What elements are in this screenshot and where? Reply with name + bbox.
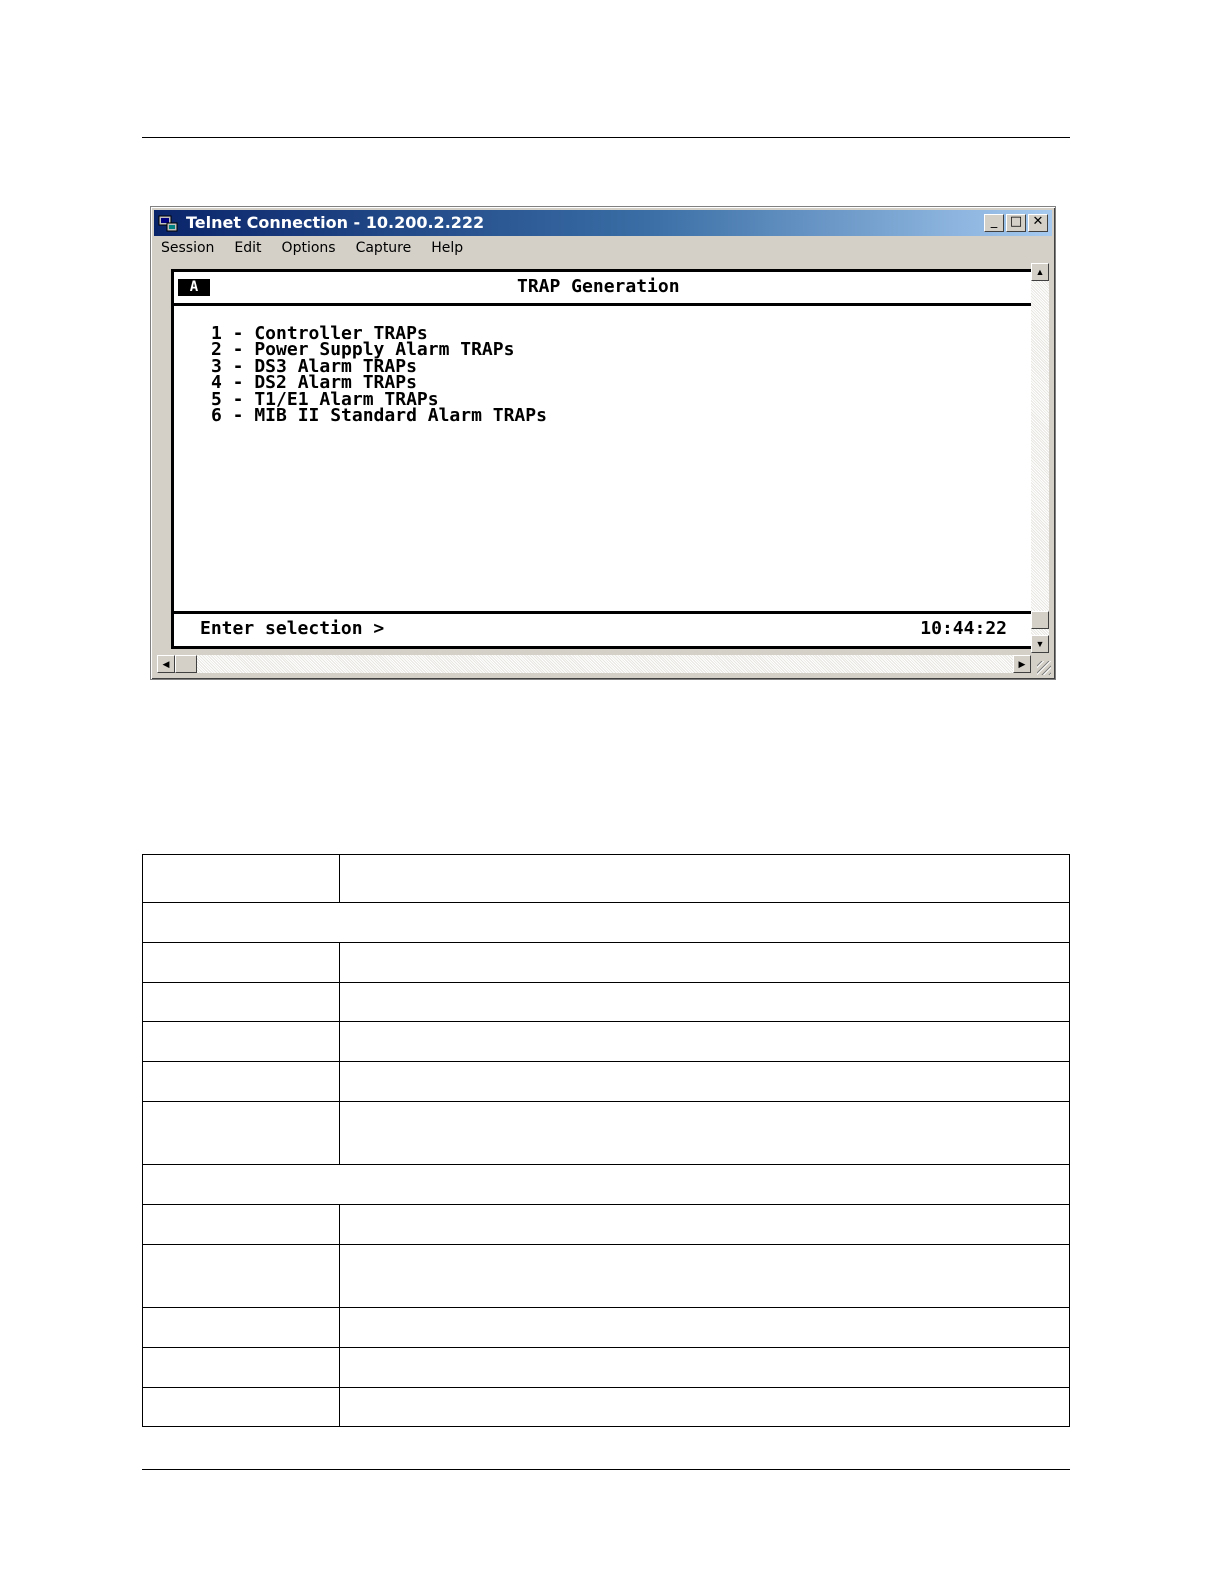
resize-grip-icon[interactable] (1037, 661, 1051, 675)
horizontal-scroll-thumb[interactable] (175, 655, 197, 673)
table-row (143, 1245, 1070, 1308)
table-row (143, 1388, 1070, 1427)
option-controller-traps: 1 - Controller TRAPs (211, 323, 428, 344)
telnet-window (150, 206, 1056, 680)
horizontal-scrollbar[interactable] (157, 655, 1031, 673)
terminal-screen[interactable] (171, 269, 1035, 649)
scroll-down-icon[interactable]: ▼ (1031, 635, 1049, 653)
table-row (143, 1102, 1070, 1165)
close-button[interactable]: ✕ (1028, 214, 1048, 232)
scroll-right-icon[interactable]: ▶ (1013, 655, 1031, 673)
option-t1e1-alarm-traps: 5 - T1/E1 Alarm TRAPs (211, 388, 439, 410)
menu-options[interactable]: Options (281, 240, 336, 256)
menu-capture[interactable]: Capture (355, 240, 412, 256)
scroll-up-icon[interactable]: ▲ (1031, 263, 1049, 281)
clock-time: 10:44:22 (920, 618, 1007, 639)
title-bar[interactable] (154, 210, 1052, 236)
menu-session[interactable]: Session (161, 240, 215, 256)
option-mib-ii-standard-alarm-traps: 6 - MIB II Standard Alarm TRAPs (211, 404, 547, 426)
table-row (143, 983, 1070, 1022)
selection-prompt[interactable]: Enter selection > (200, 618, 385, 639)
vertical-scrollbar[interactable] (1031, 263, 1049, 653)
table-row (143, 1062, 1070, 1102)
scroll-left-icon[interactable]: ◀ (157, 655, 175, 673)
option-ds2-alarm-traps: 4 - DS2 Alarm TRAPs (211, 372, 417, 394)
table-row (143, 943, 1070, 983)
minimize-button[interactable]: _ (984, 214, 1004, 232)
trap-options-list (211, 323, 547, 426)
option-ds3-alarm-traps: 3 - DS3 Alarm TRAPs (211, 355, 417, 377)
table-section-row (143, 903, 1070, 943)
menu-help[interactable]: Help (431, 240, 464, 256)
table-row (143, 855, 1070, 903)
footer-rule (142, 1469, 1070, 1470)
window-title: Telnet Connection - 10.200.2.222 (186, 213, 485, 232)
table-row (143, 1308, 1070, 1348)
table-row (143, 1348, 1070, 1388)
table-row (143, 1205, 1070, 1245)
empty-table (142, 854, 1070, 1427)
menu-bar (159, 239, 465, 261)
table-row (143, 1022, 1070, 1062)
vertical-scroll-thumb[interactable] (1031, 611, 1049, 629)
footer-divider (171, 611, 1035, 614)
table-section-row (143, 1165, 1070, 1205)
header-rule (142, 137, 1070, 138)
maximize-button[interactable]: □ (1006, 214, 1026, 232)
screen-id-badge: A (178, 279, 210, 296)
telnet-app-icon (158, 214, 178, 232)
menu-edit[interactable]: Edit (234, 240, 262, 256)
screen-title: TRAP Generation (517, 276, 680, 297)
option-power-supply-alarm-traps: 2 - Power Supply Alarm TRAPs (211, 339, 515, 361)
header-divider (171, 303, 1035, 306)
